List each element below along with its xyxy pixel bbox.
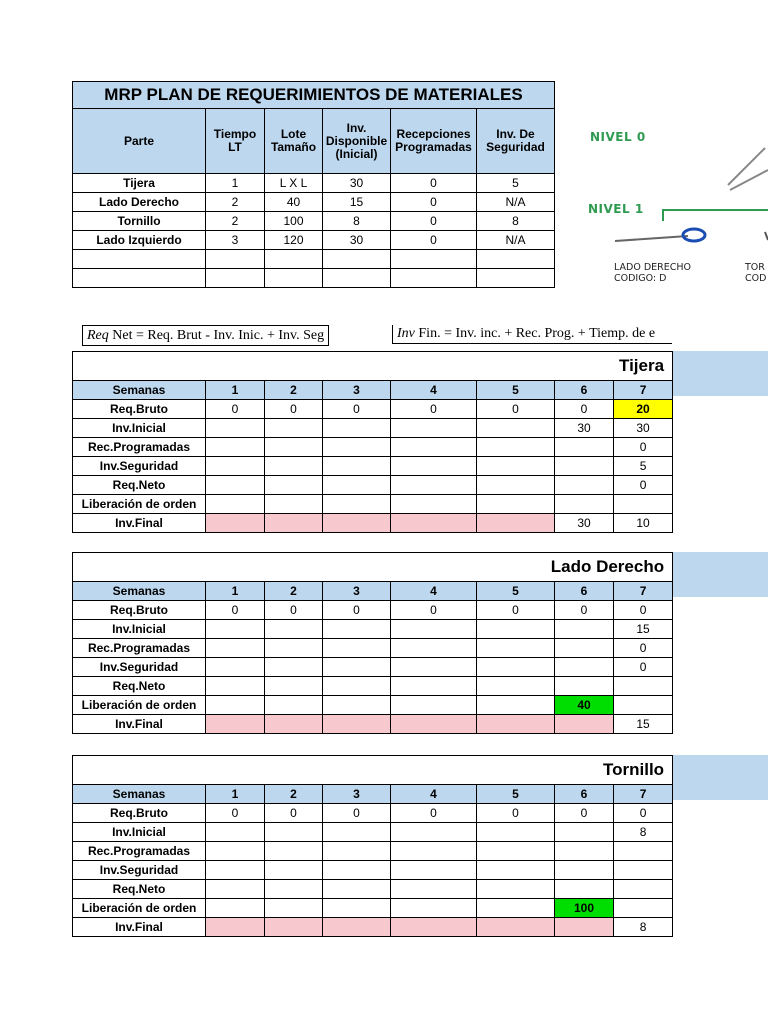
- table-row: [73, 250, 555, 269]
- value-cell: [477, 250, 555, 269]
- level-0-label: NIVEL 0: [590, 130, 646, 144]
- value-cell: 0: [555, 601, 614, 620]
- part-name-cell: [73, 250, 206, 269]
- value-cell: [206, 677, 265, 696]
- value-cell: [323, 658, 391, 677]
- value-cell: 30: [555, 419, 614, 438]
- part-name-cell: Tijera: [73, 174, 206, 193]
- value-cell: [265, 457, 323, 476]
- table-row: [73, 823, 673, 842]
- table-row: [73, 193, 555, 212]
- value-cell: [555, 438, 614, 457]
- value-cell: [265, 250, 323, 269]
- value-cell: [206, 514, 265, 533]
- value-cell: 0: [614, 804, 673, 823]
- value-cell: [391, 861, 477, 880]
- value-cell: 0: [614, 601, 673, 620]
- table-row: [73, 476, 673, 495]
- level-1-label: NIVEL 1: [588, 202, 644, 216]
- value-cell: [265, 899, 323, 918]
- row-label: Liberación de orden: [73, 696, 206, 715]
- final-inventory-formula: Inv Fin. = Inv. inc. + Rec. Prog. + Tiemp. de e: [392, 325, 672, 344]
- value-cell: [391, 899, 477, 918]
- week-header: 3: [323, 785, 391, 804]
- value-cell: [477, 620, 555, 639]
- part-name-cell: Lado Derecho: [73, 193, 206, 212]
- column-header-tiempo: Tiempo LT: [206, 109, 265, 174]
- week-header: 6: [555, 785, 614, 804]
- value-cell: [391, 514, 477, 533]
- value-cell: [555, 715, 614, 734]
- value-cell: 0: [614, 476, 673, 495]
- weeks-label: Semanas: [73, 785, 206, 804]
- value-cell: [614, 696, 673, 715]
- value-cell: 15: [614, 620, 673, 639]
- part-name-cell: Lado Izquierdo: [73, 231, 206, 250]
- column-header-parte: Parte: [73, 109, 206, 174]
- row-label: Req.Neto: [73, 476, 206, 495]
- value-cell: [265, 918, 323, 937]
- week-header: 7: [614, 381, 673, 400]
- table-row: [73, 438, 673, 457]
- value-cell: [323, 457, 391, 476]
- value-cell: [391, 495, 477, 514]
- value-cell: [477, 677, 555, 696]
- value-cell: [206, 842, 265, 861]
- part-label-lado-derecho: LADO DERECHO CODIGO: D: [614, 262, 691, 284]
- value-cell: 30: [323, 231, 391, 250]
- header-strip: [672, 755, 768, 800]
- row-label: Inv.Final: [73, 514, 206, 533]
- value-cell: [555, 495, 614, 514]
- value-cell: [206, 438, 265, 457]
- value-cell: [323, 677, 391, 696]
- table-row: [73, 400, 673, 419]
- header-strip: [672, 552, 768, 597]
- value-cell: [323, 899, 391, 918]
- part-name-cell: [73, 269, 206, 288]
- table-row: [73, 677, 673, 696]
- value-cell: [323, 842, 391, 861]
- value-cell: 0: [614, 639, 673, 658]
- value-cell: [555, 658, 614, 677]
- value-cell: 8: [614, 823, 673, 842]
- value-cell: 15: [614, 715, 673, 734]
- value-cell: [391, 677, 477, 696]
- value-cell: 8: [614, 918, 673, 937]
- table-row: [73, 231, 555, 250]
- value-cell: [555, 639, 614, 658]
- table-row: [73, 696, 673, 715]
- value-cell: 2: [206, 193, 265, 212]
- value-cell: [206, 696, 265, 715]
- weeks-label: Semanas: [73, 381, 206, 400]
- week-header: 7: [614, 582, 673, 601]
- row-label: Rec.Programadas: [73, 438, 206, 457]
- value-cell: [391, 918, 477, 937]
- value-cell: [391, 250, 477, 269]
- week-header: 3: [323, 381, 391, 400]
- value-cell: [323, 250, 391, 269]
- value-cell: 20: [614, 400, 673, 419]
- value-cell: [323, 620, 391, 639]
- value-cell: [206, 918, 265, 937]
- value-cell: [391, 457, 477, 476]
- value-cell: 0: [206, 400, 265, 419]
- value-cell: [391, 476, 477, 495]
- value-cell: [477, 696, 555, 715]
- value-cell: 10: [614, 514, 673, 533]
- value-cell: [477, 918, 555, 937]
- value-cell: [323, 419, 391, 438]
- value-cell: [265, 677, 323, 696]
- value-cell: 100: [555, 899, 614, 918]
- row-label: Inv.Final: [73, 918, 206, 937]
- product-name: Lado Derecho: [73, 553, 673, 582]
- value-cell: [391, 438, 477, 457]
- value-cell: [614, 880, 673, 899]
- value-cell: [206, 476, 265, 495]
- mrp-title: MRP PLAN DE REQUERIMIENTOS DE MATERIALES: [73, 82, 555, 109]
- value-cell: [265, 438, 323, 457]
- value-cell: [477, 861, 555, 880]
- value-cell: [323, 918, 391, 937]
- week-header: 6: [555, 381, 614, 400]
- value-cell: [265, 696, 323, 715]
- value-cell: [614, 842, 673, 861]
- value-cell: [477, 419, 555, 438]
- value-cell: 30: [555, 514, 614, 533]
- value-cell: [323, 514, 391, 533]
- value-cell: [265, 620, 323, 639]
- value-cell: [265, 861, 323, 880]
- value-cell: [323, 823, 391, 842]
- value-cell: [265, 639, 323, 658]
- value-cell: [206, 658, 265, 677]
- value-cell: [206, 880, 265, 899]
- weeks-header-row: [73, 785, 673, 804]
- table-row: [73, 212, 555, 231]
- table-row: [73, 861, 673, 880]
- value-cell: [477, 715, 555, 734]
- table-row: [73, 899, 673, 918]
- value-cell: [206, 639, 265, 658]
- value-cell: [477, 880, 555, 899]
- net-requirement-formula: Req Net = Req. Brut - Inv. Inic. + Inv. Seg: [82, 325, 329, 346]
- value-cell: 15: [323, 193, 391, 212]
- product-name: Tijera: [73, 352, 673, 381]
- value-cell: [206, 620, 265, 639]
- value-cell: [391, 269, 477, 288]
- mrp-table-lado-derecho: [72, 552, 673, 734]
- value-cell: 1: [206, 174, 265, 193]
- value-cell: [391, 419, 477, 438]
- value-cell: [477, 514, 555, 533]
- week-header: 5: [477, 381, 555, 400]
- value-cell: 40: [265, 193, 323, 212]
- value-cell: 0: [265, 400, 323, 419]
- value-cell: 0: [391, 174, 477, 193]
- value-cell: [265, 514, 323, 533]
- value-cell: 120: [265, 231, 323, 250]
- value-cell: 0: [477, 601, 555, 620]
- row-label: Inv.Seguridad: [73, 658, 206, 677]
- row-label: Req.Bruto: [73, 400, 206, 419]
- value-cell: 40: [555, 696, 614, 715]
- value-cell: [265, 495, 323, 514]
- week-header: 1: [206, 381, 265, 400]
- value-cell: [323, 438, 391, 457]
- value-cell: [323, 861, 391, 880]
- value-cell: 0: [206, 601, 265, 620]
- table-row: [73, 918, 673, 937]
- value-cell: [477, 438, 555, 457]
- value-cell: [477, 457, 555, 476]
- value-cell: N/A: [477, 231, 555, 250]
- row-label: Inv.Inicial: [73, 419, 206, 438]
- value-cell: [477, 899, 555, 918]
- value-cell: [391, 842, 477, 861]
- value-cell: [614, 677, 673, 696]
- value-cell: 0: [391, 804, 477, 823]
- row-label: Inv.Inicial: [73, 823, 206, 842]
- column-header-lote: Lote Tamaño: [265, 109, 323, 174]
- mrp-table-tornillo: [72, 755, 673, 937]
- table-row: [73, 514, 673, 533]
- value-cell: [323, 715, 391, 734]
- table-row: [73, 601, 673, 620]
- row-label: Req.Neto: [73, 677, 206, 696]
- value-cell: [477, 658, 555, 677]
- value-cell: 0: [206, 804, 265, 823]
- column-header-recepciones: Recepciones Programadas: [391, 109, 477, 174]
- value-cell: [391, 620, 477, 639]
- weeks-label: Semanas: [73, 582, 206, 601]
- table-row: [73, 457, 673, 476]
- table-row: [73, 495, 673, 514]
- value-cell: [555, 842, 614, 861]
- value-cell: [323, 696, 391, 715]
- value-cell: 0: [555, 804, 614, 823]
- value-cell: [265, 715, 323, 734]
- value-cell: [477, 476, 555, 495]
- week-header: 5: [477, 582, 555, 601]
- row-label: Rec.Programadas: [73, 639, 206, 658]
- value-cell: 30: [323, 174, 391, 193]
- value-cell: 0: [477, 804, 555, 823]
- table-row: [73, 639, 673, 658]
- week-header: 1: [206, 785, 265, 804]
- row-label: Inv.Seguridad: [73, 861, 206, 880]
- value-cell: 8: [477, 212, 555, 231]
- value-cell: [391, 880, 477, 899]
- row-label: Req.Neto: [73, 880, 206, 899]
- row-label: Rec.Programadas: [73, 842, 206, 861]
- value-cell: [555, 620, 614, 639]
- value-cell: [323, 639, 391, 658]
- table-row: [73, 419, 673, 438]
- table-row: [73, 174, 555, 193]
- week-header: 4: [391, 381, 477, 400]
- value-cell: [206, 495, 265, 514]
- row-label: Inv.Inicial: [73, 620, 206, 639]
- row-label: Liberación de orden: [73, 495, 206, 514]
- value-cell: 30: [614, 419, 673, 438]
- row-label: Inv.Final: [73, 715, 206, 734]
- value-cell: [265, 842, 323, 861]
- value-cell: [391, 715, 477, 734]
- value-cell: 8: [323, 212, 391, 231]
- week-header: 3: [323, 582, 391, 601]
- value-cell: 0: [391, 193, 477, 212]
- value-cell: 0: [391, 231, 477, 250]
- row-label: Req.Bruto: [73, 601, 206, 620]
- value-cell: [323, 880, 391, 899]
- value-cell: [477, 842, 555, 861]
- value-cell: 5: [614, 457, 673, 476]
- value-cell: [614, 899, 673, 918]
- mrp-summary-table: [72, 81, 555, 288]
- value-cell: 2: [206, 212, 265, 231]
- column-header-inv-disponible: Inv. Disponible (Inicial): [323, 109, 391, 174]
- column-header-inv-seguridad: Inv. De Seguridad: [477, 109, 555, 174]
- value-cell: 0: [391, 601, 477, 620]
- value-cell: [477, 823, 555, 842]
- value-cell: 0: [477, 400, 555, 419]
- value-cell: 0: [323, 400, 391, 419]
- value-cell: 0: [265, 601, 323, 620]
- week-header: 7: [614, 785, 673, 804]
- value-cell: 3: [206, 231, 265, 250]
- value-cell: [206, 269, 265, 288]
- week-header: 6: [555, 582, 614, 601]
- week-header: 4: [391, 785, 477, 804]
- value-cell: [555, 677, 614, 696]
- value-cell: [391, 658, 477, 677]
- value-cell: 0: [555, 400, 614, 419]
- value-cell: [555, 476, 614, 495]
- value-cell: [477, 495, 555, 514]
- value-cell: [555, 823, 614, 842]
- value-cell: [265, 419, 323, 438]
- value-cell: [391, 823, 477, 842]
- product-name: Tornillo: [73, 756, 673, 785]
- part-name-cell: Tornillo: [73, 212, 206, 231]
- value-cell: 0: [323, 601, 391, 620]
- table-row: [73, 880, 673, 899]
- value-cell: 100: [265, 212, 323, 231]
- value-cell: L X L: [265, 174, 323, 193]
- value-cell: [206, 715, 265, 734]
- table-row: [73, 269, 555, 288]
- value-cell: [555, 880, 614, 899]
- value-cell: [391, 696, 477, 715]
- week-header: 1: [206, 582, 265, 601]
- value-cell: N/A: [477, 193, 555, 212]
- value-cell: [391, 639, 477, 658]
- value-cell: [477, 639, 555, 658]
- value-cell: [555, 861, 614, 880]
- value-cell: [555, 457, 614, 476]
- value-cell: [206, 457, 265, 476]
- value-cell: 0: [391, 212, 477, 231]
- value-cell: 0: [323, 804, 391, 823]
- table-row: [73, 658, 673, 677]
- value-cell: [206, 823, 265, 842]
- week-header: 5: [477, 785, 555, 804]
- value-cell: 5: [477, 174, 555, 193]
- value-cell: [265, 269, 323, 288]
- row-label: Inv.Seguridad: [73, 457, 206, 476]
- week-header: 2: [265, 582, 323, 601]
- value-cell: [265, 658, 323, 677]
- mrp-table-tijera: [72, 351, 673, 533]
- value-cell: [323, 495, 391, 514]
- value-cell: 0: [391, 400, 477, 419]
- weeks-header-row: [73, 381, 673, 400]
- value-cell: [206, 861, 265, 880]
- value-cell: [614, 861, 673, 880]
- value-cell: [323, 269, 391, 288]
- value-cell: [265, 476, 323, 495]
- value-cell: [477, 269, 555, 288]
- table-row: [73, 842, 673, 861]
- row-label: Liberación de orden: [73, 899, 206, 918]
- value-cell: [614, 495, 673, 514]
- table-row: [73, 715, 673, 734]
- table-row: [73, 620, 673, 639]
- header-strip: [672, 351, 768, 396]
- weeks-header-row: [73, 582, 673, 601]
- value-cell: [555, 918, 614, 937]
- row-label: Req.Bruto: [73, 804, 206, 823]
- value-cell: [323, 476, 391, 495]
- part-label-tornillo: TOR COD: [745, 262, 767, 284]
- value-cell: [206, 899, 265, 918]
- week-header: 2: [265, 381, 323, 400]
- value-cell: [206, 250, 265, 269]
- value-cell: 0: [265, 804, 323, 823]
- table-row: [73, 804, 673, 823]
- week-header: 2: [265, 785, 323, 804]
- value-cell: 0: [614, 658, 673, 677]
- value-cell: [265, 823, 323, 842]
- value-cell: [265, 880, 323, 899]
- week-header: 4: [391, 582, 477, 601]
- value-cell: [206, 419, 265, 438]
- value-cell: 0: [614, 438, 673, 457]
